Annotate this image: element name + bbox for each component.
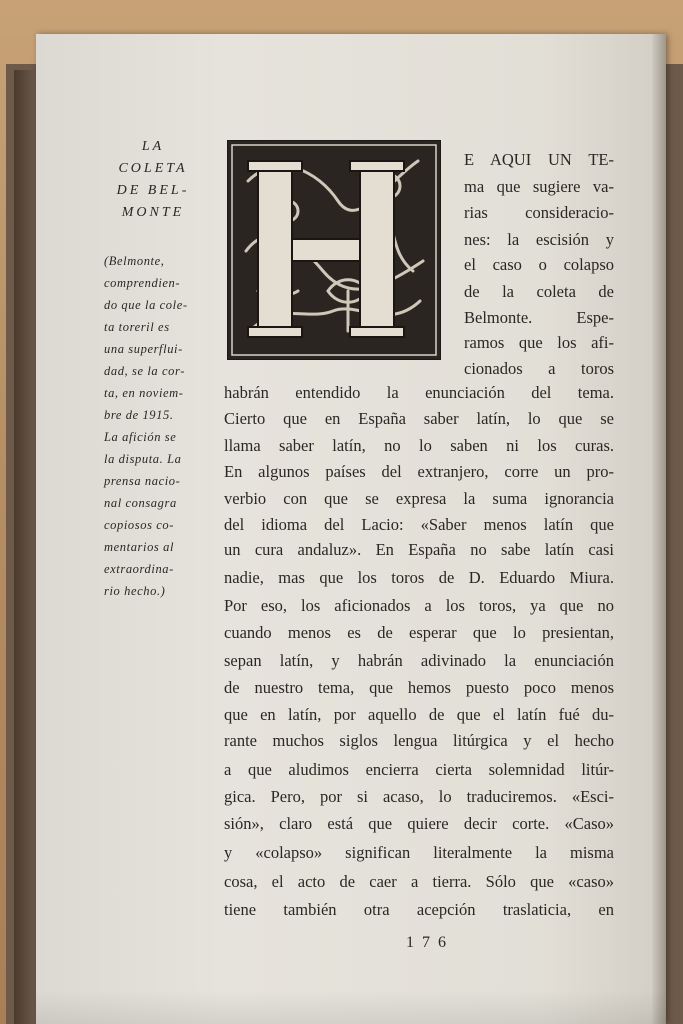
marginal-note-line: (Belmonte, [104,254,165,268]
page-number: 176 [406,934,454,951]
marginal-note-line: ta toreril es [104,320,170,334]
page-edge [652,34,666,1024]
text-line: cuando menos es de esperar que lo presientan, [224,623,614,642]
marginal-note-line: extraordina- [104,562,174,576]
text-line: tiene también otra acepción traslaticia, en [224,900,614,919]
text-line: nadie, mas que los toros de D. Eduardo Miura. [224,568,614,587]
text-line: Belmonte. Espe- [464,308,614,327]
marginal-note-line: copiosos co- [104,518,175,532]
marginal-note-line: nal consagra [104,496,177,510]
text-line: cionados a toros [464,359,614,378]
marginal-note-line: la disputa. La [104,452,182,466]
marginal-note-line: dad, se la cor- [104,364,185,378]
marginal-note [104,250,208,602]
marginal-note-line: ta, en noviem- [104,386,184,400]
text-line: sión», claro está que quiere decir corte. «Caso» [224,814,614,833]
text-line: Por eso, los aficionados a los toros, ya que no [224,596,614,615]
text-line: cosa, el acto de caer a tierra. Sólo que «caso» [224,872,614,891]
text-line: y «colapso» significan literalmente la misma [224,843,614,862]
marginal-heading-line: LA [141,139,165,154]
marginal-note-line: prensa nacio- [104,474,181,488]
text-line: habrán entendido la enunciación del tema. [224,383,614,402]
marginal-note-line: mentarios al [104,540,175,554]
text-line: En algunos países del extranjero, corre un pro- [224,462,614,481]
text-line: ma que sugiere va- [464,177,614,196]
text-line: verbio con que se expresa la suma ignorancia [224,489,614,508]
marginal-note-line: comprendien- [104,276,181,290]
ornament-icon [228,141,440,359]
marginal-note-line: bre de 1915. [104,408,174,422]
decorated-initial-letter [228,141,440,359]
text-line: gica. Pero, por si acaso, lo traduciremos. «Esci- [224,787,614,806]
marginal-heading-line: MONTE [121,205,185,220]
marginal-note-line: una superflui- [104,342,183,356]
text-line: ramos que los afi- [464,333,614,352]
text-line: el caso o colapso [464,255,614,274]
marginal-heading-line: COLETA [118,161,188,176]
text-line: nes: la escisión y [464,230,614,249]
text-line: llama saber latín, no lo saben ni los curas. [224,436,614,455]
text-line: de nuestro tema, que hemos puesto poco menos [224,678,614,697]
marginal-note-line: do que la cole- [104,298,188,312]
marginal-heading [98,136,208,224]
marginal-note-line: rio hecho.) [104,584,166,598]
text-line: E AQUI UN TE- [464,150,614,169]
marginal-heading-line: DE BEL- [116,183,190,198]
page-shadow [36,990,666,1024]
marginal-note-line: La afición se [104,430,177,444]
text-line: un cura andaluz». En España no sabe latín casi [224,540,614,559]
text-line: del idioma del Lacio: «Saber menos latín que [224,515,614,534]
text-line: rante muchos siglos lengua litúrgica y el hecho [224,731,614,750]
text-line: Cierto que en España saber latín, lo que se [224,409,614,428]
text-line: sepan latín, y habrán adivinado la enunciación [224,651,614,670]
text-line: rias consideracio- [464,203,614,222]
text-line: a que aludimos encierra cierta solemnidad litúr- [224,760,614,779]
text-line: que en latín, por aquello de que el latín fué du- [224,705,614,724]
text-line: de la coleta de [464,282,614,301]
